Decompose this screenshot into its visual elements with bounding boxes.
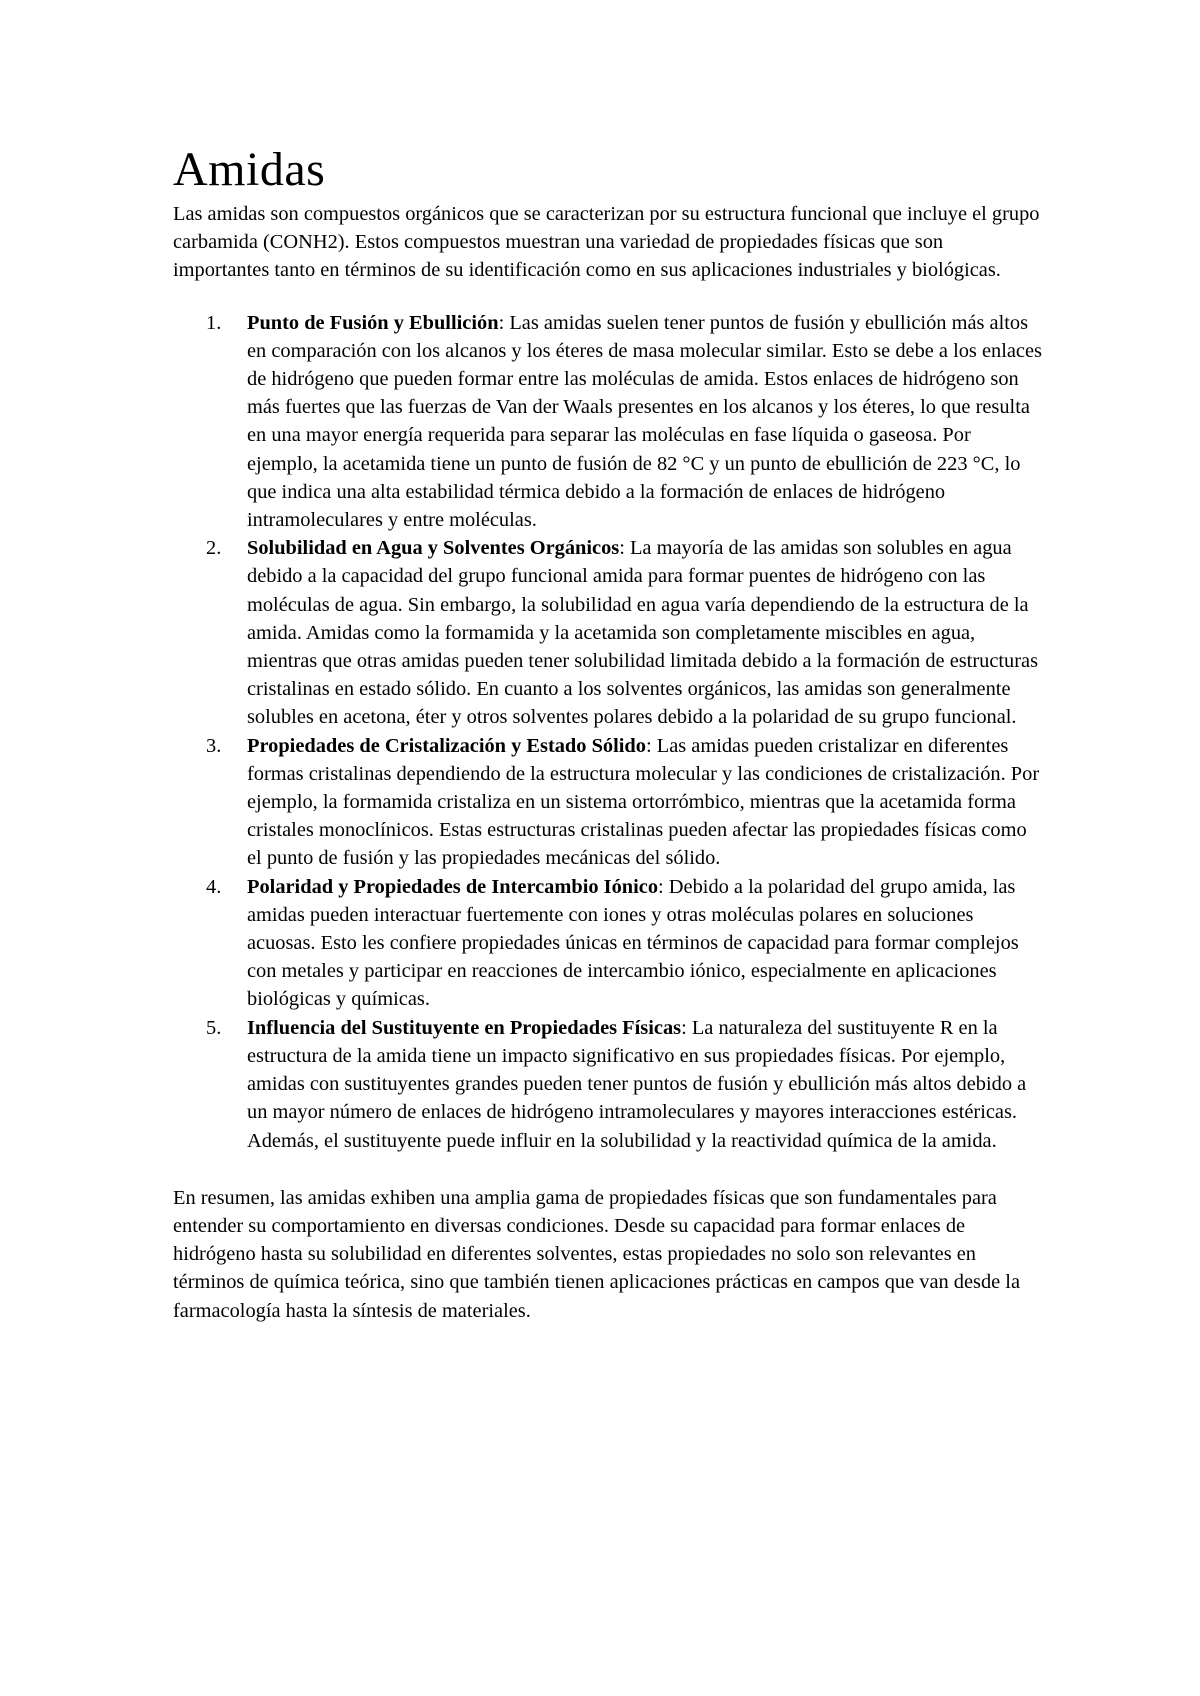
summary-paragraph: En resumen, las amidas exhiben una amplia gama de propiedades físicas que son fundamentales para entender su comportamiento en diversas condiciones. Desde su capacidad para formar enlaces de hidrógeno hasta su solubilidad en diferentes solventes, estas propiedades no solo son relevantes en términos de química teórica, sino que también tienen aplicaciones prácticas en campos que van desde la farmacología hasta la síntesis de materiales. (173, 1186, 1021, 1322)
list-item-heading: Influencia del Sustituyente en Propiedades Físicas (247, 1016, 682, 1039)
list-item (173, 873, 1043, 1014)
list-item-number: 2. (206, 537, 222, 560)
intro-paragraph: Las amidas son compuestos orgánicos que se caracterizan por su estructura funcional que incluye el grupo carbamida (CONH2). Estos compuestos muestran una variedad de propiedades físicas que son importantes tanto en términos de su identificación como en sus aplicaciones industriales y biológicas. (173, 203, 1040, 282)
list-item-text: : La naturaleza del sustituyente R en la estructura de la amida tiene un impacto significativo en sus propiedades físicas. Por ejemplo, amidas con sustituyentes grandes pueden tener puntos de fusión y ebullición más altos debido a un mayor número de enlaces de hidrógeno intramoleculares y mayores interacciones estéricas. Además, el sustituyente puede influir en la solubilidad y la reactividad química de la amida. (247, 1016, 1027, 1152)
document-title: Amidas (173, 143, 326, 196)
list-item-text: : Las amidas pueden cristalizar en diferentes formas cristalinas dependiendo de la estructura molecular y las condiciones de cristalización. Por ejemplo, la formamida cristaliza en un sistema ortorrómbico, mientras que la acetamida forma cristales monoclínicos. Estas estructuras cristalinas pueden afectar las propiedades físicas como el punto de fusión y las propiedades mecánicas del sólido. (247, 734, 1040, 870)
list-item (173, 732, 1043, 873)
list-item (173, 1014, 1043, 1155)
list-item-heading: Polaridad y Propiedades de Intercambio Iónico (247, 875, 659, 898)
list-item-heading: Propiedades de Cristalización y Estado Sólido (247, 734, 646, 757)
list-item-heading: Punto de Fusión y Ebullición (247, 311, 499, 334)
document-page (173, 142, 1043, 1325)
list-item (173, 309, 1043, 535)
list-item-text: : La mayoría de las amidas son solubles en agua debido a la capacidad del grupo funcional amida para formar puentes de hidrógeno con las moléculas de agua. Sin embargo, la solubilidad en agua varía dependiendo de la estructura de la amida. Amidas como la formamida y la acetamida son completamente miscibles en agua, mientras que otras amidas pueden tener solubilidad limitada debido a la formación de estructuras cristalinas en estado sólido. En cuanto a los solventes orgánicos, las amidas son generalmente solubles en acetona, éter y otros solventes polares debido a la polaridad de su grupo funcional. (247, 537, 1039, 729)
properties-list (173, 309, 1043, 1155)
list-item-number: 1. (206, 311, 222, 334)
list-item-heading: Solubilidad en Agua y Solventes Orgánicos (247, 537, 620, 560)
list-item-number: 4. (206, 875, 222, 898)
list-item (173, 534, 1043, 731)
list-item-text: : Las amidas suelen tener puntos de fusión y ebullición más altos en comparación con los alcanos y los éteres de masa molecular similar. Esto se debe a los enlaces de hidrógeno que pueden formar entre las moléculas de amida. Estos enlaces de hidrógeno son más fuertes que las fuerzas de Van der Waals presentes en los alcanos y los éteres, lo que resulta en una mayor energía requerida para separar las moléculas en fase líquida o gaseosa. Por ejemplo, la acetamida tiene un punto de fusión de 82 °C y un punto de ebullición de 223 °C, lo que indica una alta estabilidad térmica debido a la formación de enlaces de hidrógeno intramoleculares y entre moléculas. (247, 311, 1042, 532)
list-item-number: 3. (206, 734, 222, 757)
list-item-number: 5. (206, 1016, 222, 1039)
list-item-text: : Debido a la polaridad del grupo amida, las amidas pueden interactuar fuertemente con iones y otras moléculas polares en soluciones acuosas. Esto les confiere propiedades únicas en términos de capacidad para formar complejos con metales y participar en reacciones de intercambio iónico, especialmente en aplicaciones biológicas y químicas. (247, 875, 1019, 1011)
